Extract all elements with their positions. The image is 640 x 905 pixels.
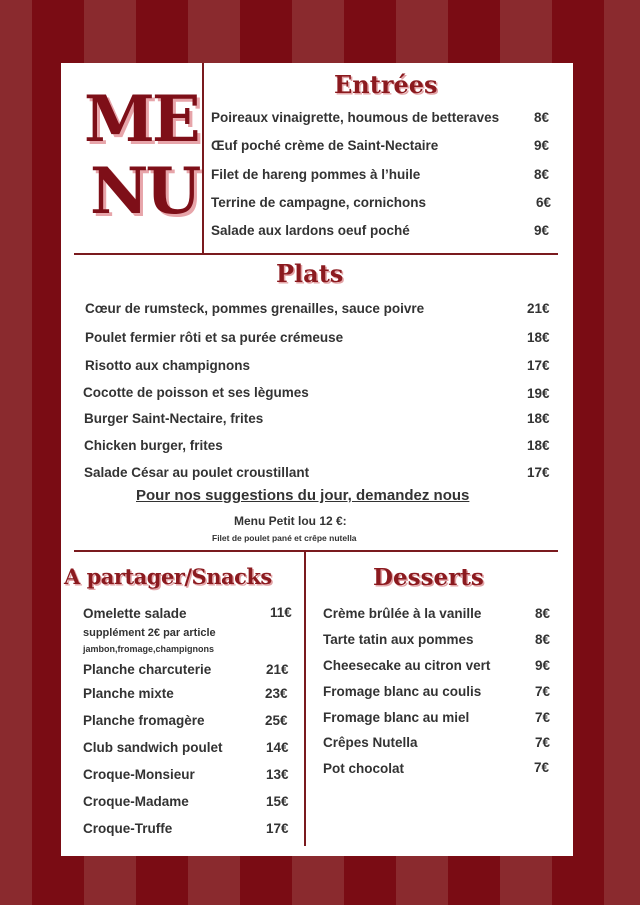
plat-name: Salade César au poulet croustillant: [84, 465, 310, 480]
snack-price: 17€: [266, 821, 289, 836]
plat-name: Chicken burger, frites: [84, 438, 223, 453]
dessert-price: 8€: [535, 632, 551, 647]
dessert-name: Pot chocolat: [323, 761, 405, 776]
omelette-name: Omelette salade: [83, 606, 187, 621]
kids-menu-detail: Filet de poulet pané et crêpe nutella: [212, 533, 357, 543]
menu-logo-line1: ME: [84, 82, 198, 157]
entree-price: 8€: [534, 167, 550, 182]
dessert-name: Fromage blanc au coulis: [323, 684, 482, 699]
plat-price: 18€: [527, 330, 550, 345]
snack-name: Croque-Monsieur: [83, 767, 195, 782]
snacks-title: A partager/Snacks: [64, 564, 272, 589]
menu-logo-line2: NU: [90, 154, 199, 229]
plat-price: 17€: [527, 358, 550, 373]
snack-name: Croque-Madame: [83, 794, 189, 809]
entree-price: 8€: [534, 110, 550, 125]
dessert-price: 9€: [535, 658, 551, 673]
divider-plats-bottom: [74, 550, 558, 552]
plat-name: Cœur de rumsteck, pommes grenailles, sauce poivre: [85, 301, 425, 316]
divider-top-section: [74, 253, 558, 255]
plat-price: 17€: [527, 465, 550, 480]
plat-name: Burger Saint-Nectaire, frites: [84, 411, 264, 426]
dessert-name: Crêpes Nutella: [323, 735, 418, 750]
entree-name: Poireaux vinaigrette, houmous de betteraves: [211, 110, 500, 125]
dessert-price: 7€: [535, 735, 551, 750]
snack-price: 15€: [266, 794, 289, 809]
dessert-price: 7€: [535, 710, 551, 725]
omelette-price: 11€: [270, 605, 292, 620]
suggestion-text: Pour nos suggestions du jour, demandez nous: [136, 487, 470, 504]
supplement-detail: jambon,fromage,champignons: [83, 644, 215, 654]
snack-name: Planche charcuterie: [83, 662, 212, 677]
entree-price: 6€: [536, 195, 552, 210]
snack-price: 21€: [266, 662, 289, 677]
snack-name: Croque-Truffe: [83, 821, 173, 836]
dessert-name: Crème brûlée à la vanille: [323, 606, 482, 621]
dessert-name: Tarte tatin aux pommes: [323, 632, 474, 647]
snack-price: 23€: [265, 686, 288, 701]
dessert-name: Fromage blanc au miel: [323, 710, 470, 725]
plat-price: 18€: [527, 438, 550, 453]
kids-menu-title: Menu Petit lou 12 €:: [234, 514, 347, 528]
supplement-text: supplément 2€ par article: [83, 627, 216, 639]
dessert-price: 8€: [535, 606, 551, 621]
plat-price: 19€: [527, 386, 550, 401]
entree-price: 9€: [534, 138, 550, 153]
divider-snacks-desserts: [304, 550, 306, 846]
plat-name: Poulet fermier rôti et sa purée crémeuse: [85, 330, 344, 345]
entree-price: 9€: [534, 223, 550, 238]
snack-price: 25€: [265, 713, 288, 728]
plat-price: 18€: [527, 411, 550, 426]
dessert-price: 7€: [535, 684, 551, 699]
plats-title: Plats: [276, 259, 344, 288]
plat-price: 21€: [527, 301, 550, 316]
plat-name: Cocotte de poisson et ses lègumes: [83, 385, 309, 400]
snack-name: Club sandwich poulet: [83, 740, 223, 755]
dessert-name: Cheesecake au citron vert: [323, 658, 491, 673]
snack-price: 13€: [266, 767, 289, 782]
divider-logo-entrees: [202, 63, 204, 253]
snack-name: Planche fromagère: [83, 713, 205, 728]
desserts-title: Desserts: [373, 564, 484, 591]
snack-name: Planche mixte: [83, 686, 174, 701]
snack-price: 14€: [266, 740, 289, 755]
plat-name: Risotto aux champignons: [85, 358, 251, 373]
entree-name: Salade aux lardons oeuf poché: [211, 223, 410, 238]
entree-name: Terrine de campagne, cornichons: [211, 195, 427, 210]
dessert-price: 7€: [534, 760, 550, 775]
entree-name: Filet de hareng pommes à l’huile: [211, 167, 421, 182]
entree-name: Œuf poché crème de Saint-Nectaire: [211, 138, 439, 153]
entrees-title: Entrées: [334, 70, 438, 99]
